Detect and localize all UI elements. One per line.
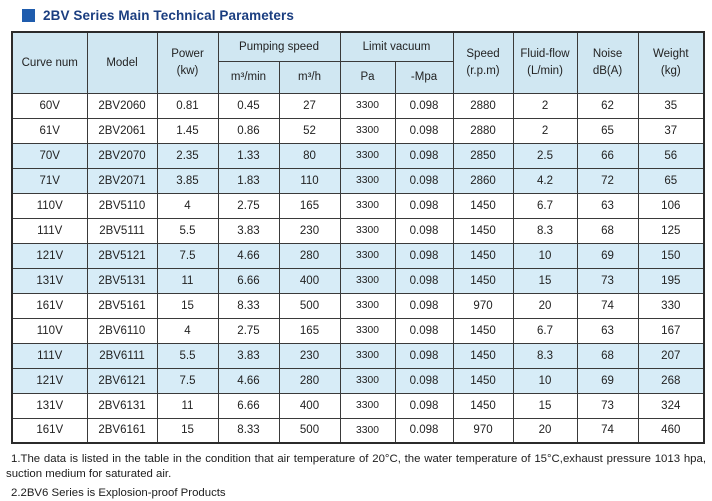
cell: 61V [12, 118, 87, 143]
header-m3-min: m³/min [218, 61, 279, 93]
cell: 3300 [340, 218, 395, 243]
cell: 1450 [453, 268, 513, 293]
cell: 3300 [340, 168, 395, 193]
cell: 150 [638, 243, 704, 268]
cell: 110 [279, 168, 340, 193]
cell: 7.5 [157, 243, 218, 268]
cell: 2BV6111 [87, 343, 157, 368]
cell: 0.098 [395, 218, 453, 243]
cell: 62 [577, 93, 638, 118]
cell: 6.66 [218, 393, 279, 418]
cell: 10 [513, 243, 577, 268]
header-speed-line2: (r.p.m) [466, 64, 500, 77]
cell: 3300 [340, 118, 395, 143]
cell: 268 [638, 368, 704, 393]
cell: 72 [577, 168, 638, 193]
cell: 1450 [453, 218, 513, 243]
cell: 74 [577, 293, 638, 318]
header-fluid-flow-line2: (L/min) [527, 64, 563, 77]
cell: 20 [513, 418, 577, 443]
cell: 4 [157, 318, 218, 343]
cell: 2.75 [218, 318, 279, 343]
cell: 400 [279, 268, 340, 293]
cell: 4.66 [218, 368, 279, 393]
cell: 69 [577, 368, 638, 393]
cell: 3300 [340, 368, 395, 393]
cell: 2BV5111 [87, 218, 157, 243]
cell: 3300 [340, 243, 395, 268]
cell: 2 [513, 118, 577, 143]
table-row [12, 93, 704, 118]
cell: 0.098 [395, 118, 453, 143]
parameters-table [11, 31, 705, 444]
cell: 2BV5121 [87, 243, 157, 268]
table-row [12, 118, 704, 143]
cell: 2860 [453, 168, 513, 193]
cell: 2880 [453, 93, 513, 118]
cell: 1450 [453, 193, 513, 218]
table-row [12, 193, 704, 218]
table-row [12, 368, 704, 393]
cell: 35 [638, 93, 704, 118]
page-title: 2BV Series Main Technical Parameters [43, 7, 294, 23]
table-row [12, 318, 704, 343]
cell: 110V [12, 318, 87, 343]
cell: 73 [577, 393, 638, 418]
header-fluid-flow [513, 32, 577, 93]
cell: 0.098 [395, 193, 453, 218]
header-limit-vacuum: Limit vacuum [340, 32, 453, 61]
cell: 111V [12, 218, 87, 243]
cell: 20 [513, 293, 577, 318]
cell: 1450 [453, 243, 513, 268]
cell: 73 [577, 268, 638, 293]
cell: 0.81 [157, 93, 218, 118]
cell: 65 [577, 118, 638, 143]
cell: 106 [638, 193, 704, 218]
title-bullet-icon [22, 9, 35, 22]
header-power-line2: (kw) [176, 64, 199, 77]
cell: 2.35 [157, 143, 218, 168]
cell: 121V [12, 243, 87, 268]
cell: 400 [279, 393, 340, 418]
cell: 121V [12, 368, 87, 393]
cell: 80 [279, 143, 340, 168]
table-row [12, 418, 704, 443]
header-mpa: -Mpa [395, 61, 453, 93]
cell: 3300 [340, 418, 395, 443]
cell: 131V [12, 268, 87, 293]
cell: 2.75 [218, 193, 279, 218]
cell: 10 [513, 368, 577, 393]
cell: 4 [157, 193, 218, 218]
cell: 65 [638, 168, 704, 193]
cell: 15 [513, 393, 577, 418]
cell: 2BV2060 [87, 93, 157, 118]
cell: 195 [638, 268, 704, 293]
cell: 2.5 [513, 143, 577, 168]
cell: 0.098 [395, 293, 453, 318]
header-fluid-flow-line1: Fluid-flow [520, 48, 570, 61]
cell: 3.85 [157, 168, 218, 193]
header-noise-line1: Noise [592, 48, 623, 61]
cell: 1450 [453, 343, 513, 368]
cell: 280 [279, 368, 340, 393]
header-weight-line2: (kg) [660, 64, 681, 77]
header-power-line1: Power [171, 48, 204, 61]
header-curve-num: Curve num [12, 32, 87, 93]
cell: 3300 [340, 318, 395, 343]
cell: 8.33 [218, 418, 279, 443]
cell: 1.83 [218, 168, 279, 193]
cell: 1.45 [157, 118, 218, 143]
header-pumping-speed: Pumping speed [218, 32, 340, 61]
cell: 0.098 [395, 418, 453, 443]
cell: 324 [638, 393, 704, 418]
header-weight-line1: Weight [652, 48, 689, 61]
table-row [12, 218, 704, 243]
cell: 0.098 [395, 343, 453, 368]
cell: 2BV5110 [87, 193, 157, 218]
header-noise-line2: dB(A) [592, 64, 623, 77]
cell: 8.3 [513, 218, 577, 243]
cell: 2BV6110 [87, 318, 157, 343]
cell: 60V [12, 93, 87, 118]
cell: 0.098 [395, 143, 453, 168]
cell: 161V [12, 293, 87, 318]
header-power [157, 32, 218, 93]
cell: 131V [12, 393, 87, 418]
cell: 15 [513, 268, 577, 293]
cell: 2BV6161 [87, 418, 157, 443]
cell: 3300 [340, 268, 395, 293]
header-weight [638, 32, 704, 93]
cell: 2BV6121 [87, 368, 157, 393]
cell: 5.5 [157, 343, 218, 368]
cell: 6.66 [218, 268, 279, 293]
cell: 0.45 [218, 93, 279, 118]
header-pa: Pa [340, 61, 395, 93]
cell: 11 [157, 268, 218, 293]
cell: 2880 [453, 118, 513, 143]
cell: 2BV5161 [87, 293, 157, 318]
cell: 1450 [453, 393, 513, 418]
notes [6, 452, 706, 501]
header-noise [577, 32, 638, 93]
table-row [12, 268, 704, 293]
cell: 63 [577, 318, 638, 343]
cell: 110V [12, 193, 87, 218]
cell: 2BV2061 [87, 118, 157, 143]
cell: 1.33 [218, 143, 279, 168]
header-speed [453, 32, 513, 93]
header-model: Model [87, 32, 157, 93]
note-1: 1.The data is listed in the table in the condition that air temperature of 20°C, the water temperature of 15°C,exhaust pressure 1013 hpa, suction medium for saturated air. [6, 453, 706, 480]
cell: 0.098 [395, 168, 453, 193]
cell: 56 [638, 143, 704, 168]
title-bar [0, 0, 712, 24]
cell: 63 [577, 193, 638, 218]
cell: 0.098 [395, 268, 453, 293]
cell: 3.83 [218, 218, 279, 243]
cell: 4.66 [218, 243, 279, 268]
cell: 70V [12, 143, 87, 168]
table-body [12, 93, 704, 443]
cell: 0.098 [395, 243, 453, 268]
cell: 460 [638, 418, 704, 443]
cell: 2BV6131 [87, 393, 157, 418]
header-speed-line1: Speed [466, 48, 500, 61]
cell: 69 [577, 243, 638, 268]
cell: 37 [638, 118, 704, 143]
cell: 161V [12, 418, 87, 443]
cell: 66 [577, 143, 638, 168]
cell: 1450 [453, 318, 513, 343]
cell: 2850 [453, 143, 513, 168]
cell: 0.098 [395, 368, 453, 393]
cell: 970 [453, 293, 513, 318]
cell: 8.3 [513, 343, 577, 368]
cell: 74 [577, 418, 638, 443]
table-row [12, 393, 704, 418]
cell: 1450 [453, 368, 513, 393]
note-2: 2.2BV6 Series is Explosion-proof Products [11, 487, 226, 500]
cell: 500 [279, 293, 340, 318]
cell: 8.33 [218, 293, 279, 318]
cell: 2BV5131 [87, 268, 157, 293]
cell: 3.83 [218, 343, 279, 368]
cell: 230 [279, 218, 340, 243]
cell: 15 [157, 293, 218, 318]
cell: 165 [279, 318, 340, 343]
cell: 6.7 [513, 318, 577, 343]
cell: 68 [577, 343, 638, 368]
table-row [12, 343, 704, 368]
cell: 207 [638, 343, 704, 368]
cell: 0.098 [395, 318, 453, 343]
cell: 165 [279, 193, 340, 218]
cell: 0.098 [395, 393, 453, 418]
cell: 71V [12, 168, 87, 193]
cell: 11 [157, 393, 218, 418]
cell: 52 [279, 118, 340, 143]
cell: 3300 [340, 293, 395, 318]
table-header [12, 32, 704, 93]
table-row [12, 168, 704, 193]
cell: 2 [513, 93, 577, 118]
cell: 330 [638, 293, 704, 318]
cell: 27 [279, 93, 340, 118]
cell: 280 [279, 243, 340, 268]
cell: 3300 [340, 93, 395, 118]
cell: 111V [12, 343, 87, 368]
cell: 125 [638, 218, 704, 243]
cell: 5.5 [157, 218, 218, 243]
cell: 0.86 [218, 118, 279, 143]
cell: 0.098 [395, 93, 453, 118]
cell: 2BV2071 [87, 168, 157, 193]
cell: 3300 [340, 143, 395, 168]
table-row [12, 243, 704, 268]
cell: 3300 [340, 343, 395, 368]
cell: 3300 [340, 393, 395, 418]
cell: 6.7 [513, 193, 577, 218]
cell: 230 [279, 343, 340, 368]
cell: 15 [157, 418, 218, 443]
table-row [12, 293, 704, 318]
cell: 970 [453, 418, 513, 443]
cell: 167 [638, 318, 704, 343]
header-m3-h: m³/h [279, 61, 340, 93]
cell: 4.2 [513, 168, 577, 193]
table-row [12, 143, 704, 168]
cell: 68 [577, 218, 638, 243]
cell: 2BV2070 [87, 143, 157, 168]
cell: 3300 [340, 193, 395, 218]
cell: 500 [279, 418, 340, 443]
cell: 7.5 [157, 368, 218, 393]
